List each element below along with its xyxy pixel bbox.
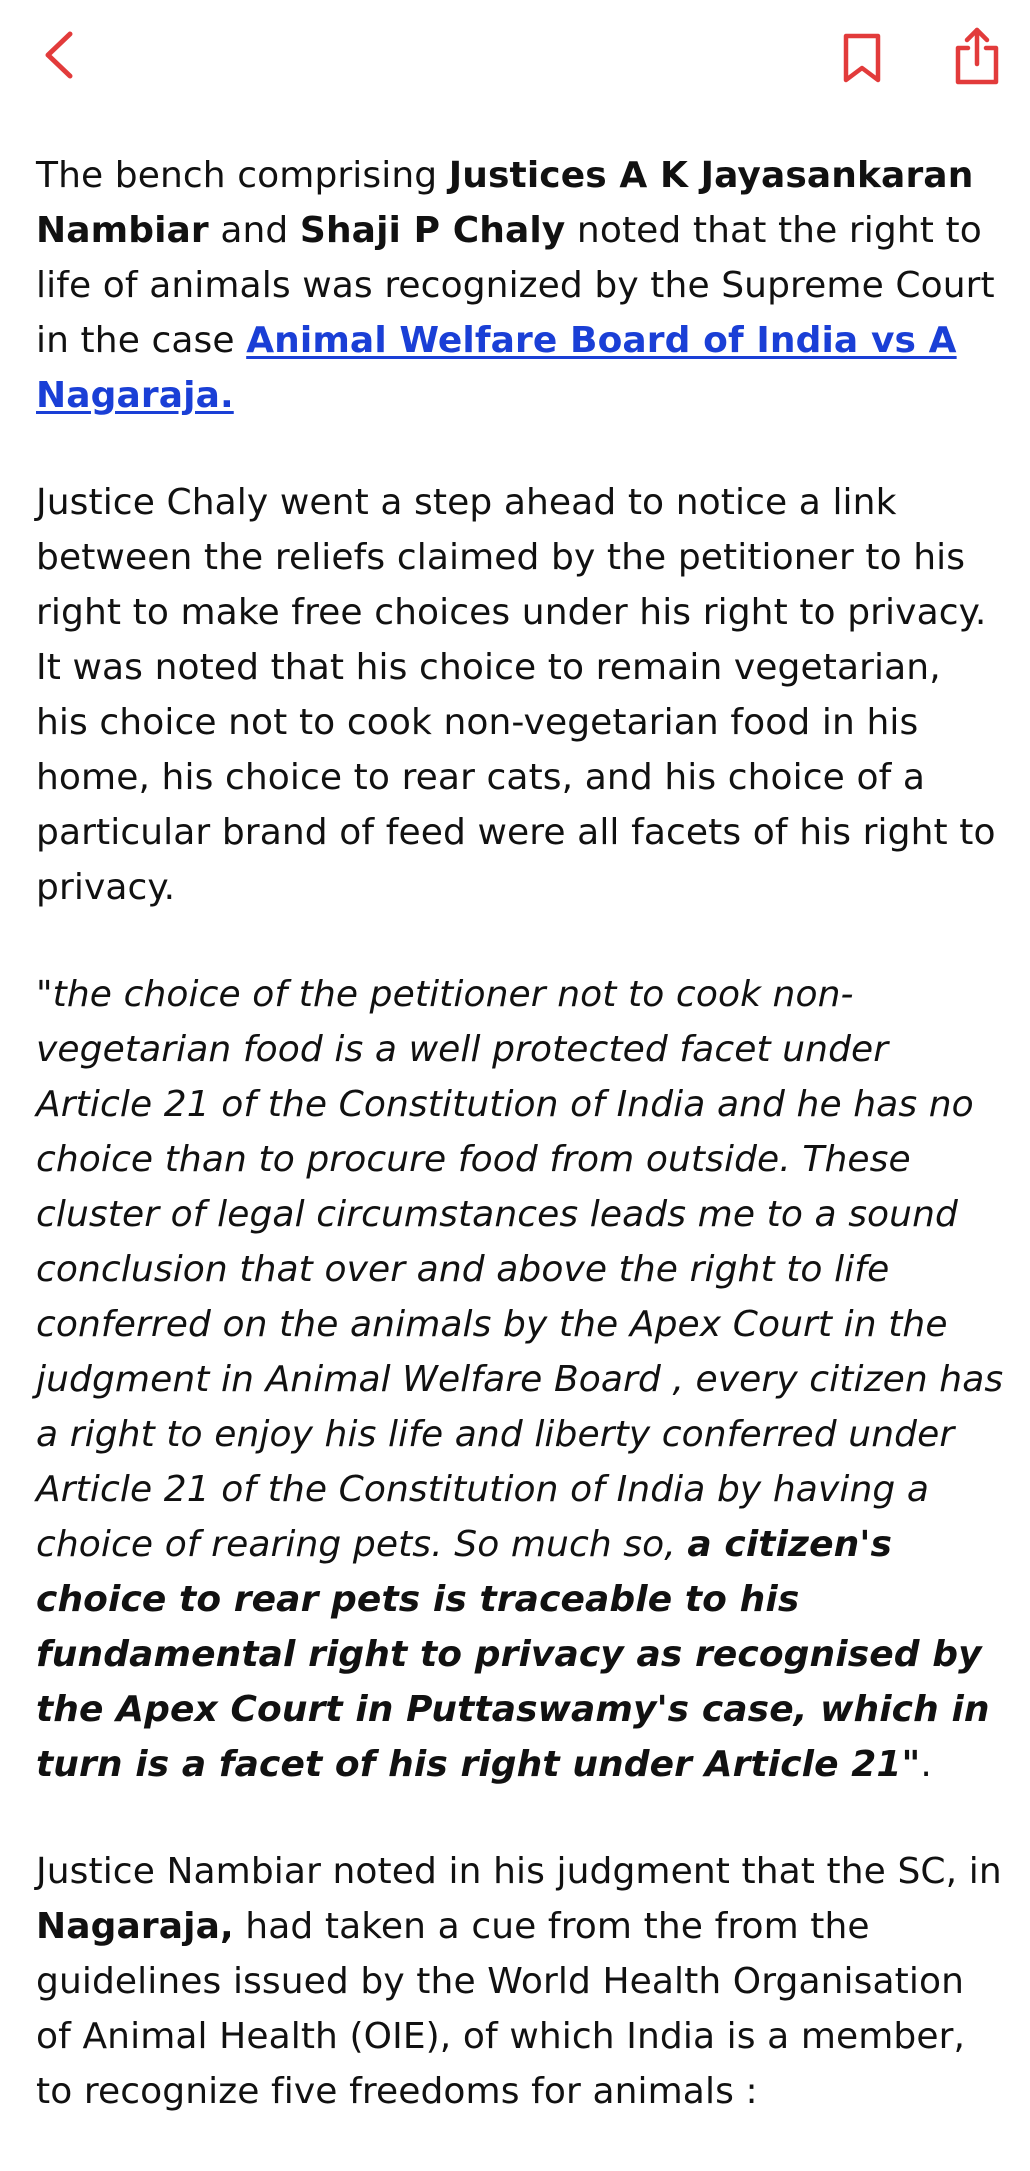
paragraph-nambiar [36, 1844, 1004, 2119]
text: noted that the right to life of animals was recognized by the Supreme Court in the case [36, 210, 995, 361]
text: The bench comprising [36, 155, 449, 196]
text: Justice Nambiar noted in his judgment that the SC, in [36, 1851, 1002, 1892]
quote-text: "the choice of the petitioner not to cook non-vegetarian food is a well protected facet under Article 21 of the Constitution of India and he has no choice than to procure food from outside. These cluster of legal circumstances leads me to a sound conclusion that over and above the right to life conferred on the animals by the Apex Court in the judgment in Animal Welfare Board , every citizen has a right to enjoy his life and liberty conferred under Article 21 of the Constitution of India by having a choice of rearing pets. So much so, [36, 974, 1004, 1565]
justice-name: Shaji P Chaly [299, 210, 566, 251]
paragraph-chaly: Justice Chaly went a step ahead to notice a link between the reliefs claimed by the petitioner to his right to make free choices under his right to privacy. It was noted that his choice to remain vegetarian, his choice not to cook non-vegetarian food in his home, his choice to rear cats, and his choice of a particular brand of feed were all facets of his right to privacy. [36, 482, 996, 908]
quote-emphasis: a citizen's choice to rear pets is traceable to his fundamental right to privacy as recognised by the Apex Court in Puttaswamy's case, which in turn is a facet of his right under Article 21" [36, 1524, 990, 1785]
justices-names: Justices A K Jayasankaran Nambiar [36, 155, 974, 251]
share-icon[interactable] [952, 26, 1002, 86]
top-toolbar [0, 0, 1030, 120]
article-body [36, 148, 1004, 2171]
text: had taken a cue from the from the guidelines issued by the World Health Organisation of Animal Health (OIE), of which India is a member, to recognize five freedoms for animals : [36, 1906, 966, 2112]
judgment-quote [36, 967, 1004, 1792]
paragraph-bench [36, 148, 1004, 423]
text: and [208, 210, 300, 251]
quote-text: . [920, 1744, 932, 1785]
case-name: Nagaraja, [36, 1906, 234, 1947]
chevron-left-icon[interactable] [40, 30, 80, 80]
case-link[interactable]: Animal Welfare Board of India vs A Nagaraja. [36, 320, 957, 416]
bookmark-icon[interactable] [840, 32, 884, 84]
